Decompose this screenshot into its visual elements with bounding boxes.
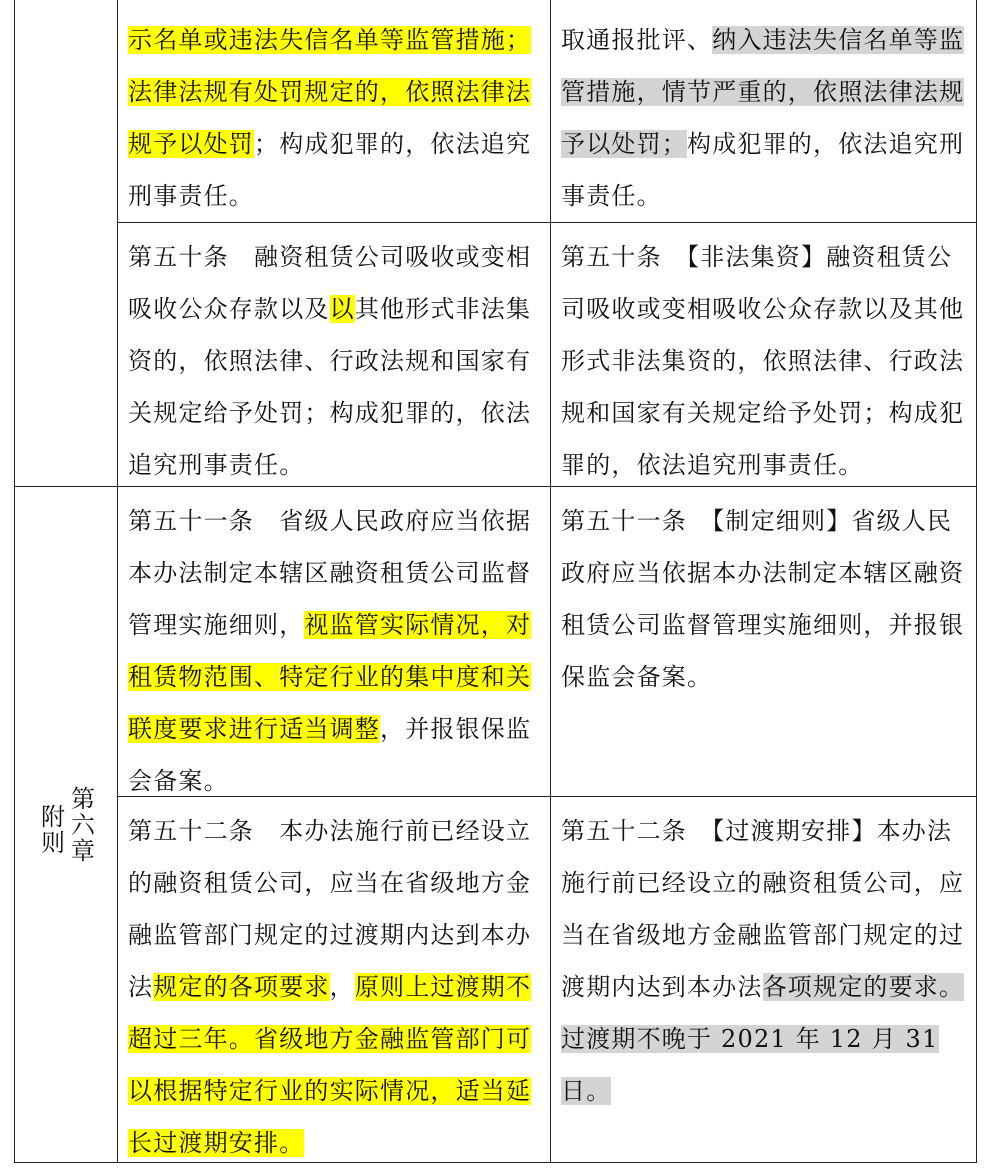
highlight-yellow: 视监管实际情况，对租赁物范围、特定行业的集中度和关联度要求进行适当调整 — [128, 611, 532, 743]
text-segment: ， — [329, 973, 355, 1001]
chapter-number: 第六章 — [66, 786, 95, 864]
text-segment: ；构成犯罪的，依法追究刑事责任。 — [128, 130, 532, 210]
text-segment: 第五十二条 本办法施行前已经设立的融资租赁公司，应当在省级地方金融监管部门规定的过渡期内达到本办法 — [128, 817, 532, 1001]
article-50-new — [551, 223, 976, 486]
article-52-new — [551, 797, 976, 1162]
text-segment: 构成犯罪的，依法追究刑事责任。 — [561, 130, 965, 210]
text-segment: 第五十条 【非法集资】融资租赁公司吸收或变相吸收公众存款以及其他形式非法集资的，依照法律、行政法规和国家有关规定给予处罚；构成犯罪的，依法追究刑事责任。 — [561, 243, 965, 479]
text-segment: 第五十一条 【制定细则】省级人民政府应当依据本办法制定本辖区融资租赁公司监督管理实施细则，并报银保监会备案。 — [561, 507, 965, 691]
text-segment: 其他形式非法集资的，依照法律、行政法规和国家有关规定给予处罚；构成犯罪的，依法追究刑事责任。 — [128, 295, 532, 479]
text-segment: ，并报银保监会备案。 — [128, 715, 532, 795]
comparison-table — [14, 0, 977, 1163]
row-1-new-text — [551, 0, 976, 222]
highlight-yellow: 规定的各项要求 — [153, 973, 330, 1001]
table-border-bottom — [14, 1162, 977, 1163]
highlight-yellow: 示名单或违法失信名单等监管措施；法律法规有处罚规定的，依照法律法规予以处罚 — [128, 26, 532, 158]
highlight-yellow: 以 — [329, 295, 355, 323]
highlight-gray: 各项规定的要求。过渡期不晚于 2021 年 12 月 31 日。 — [561, 973, 965, 1105]
highlight-gray: 纳入违法失信名单等监管措施，情节严重的，依照法律法规予以处罚； — [561, 26, 965, 158]
article-51-old — [118, 487, 550, 796]
chapter-title: 附则 — [36, 804, 65, 856]
article-51-new — [551, 487, 976, 796]
row-1-old-text — [118, 0, 550, 222]
table-border-right — [976, 0, 977, 1163]
highlight-yellow: 原则上过渡期不超过三年。省级地方金融监管部门可以根据特定行业的实际情况，适当延长过渡期安排。 — [128, 973, 532, 1157]
article-52-old — [118, 797, 550, 1162]
text-segment: 第五十二条 【过渡期安排】本办法施行前已经设立的融资租赁公司，应当在省级地方金融监管部门规定的过渡期内达到本办法 — [561, 817, 965, 1001]
text-segment: 第五十条 融资租赁公司吸收或变相吸收公众存款以及 — [128, 243, 532, 323]
text-segment: 第五十一条 省级人民政府应当依据本办法制定本辖区融资租赁公司监督管理实施细则， — [128, 507, 532, 639]
chapter-cell — [14, 487, 117, 1163]
text-segment: 取通报批评、 — [561, 26, 713, 54]
article-50-old — [118, 223, 550, 486]
